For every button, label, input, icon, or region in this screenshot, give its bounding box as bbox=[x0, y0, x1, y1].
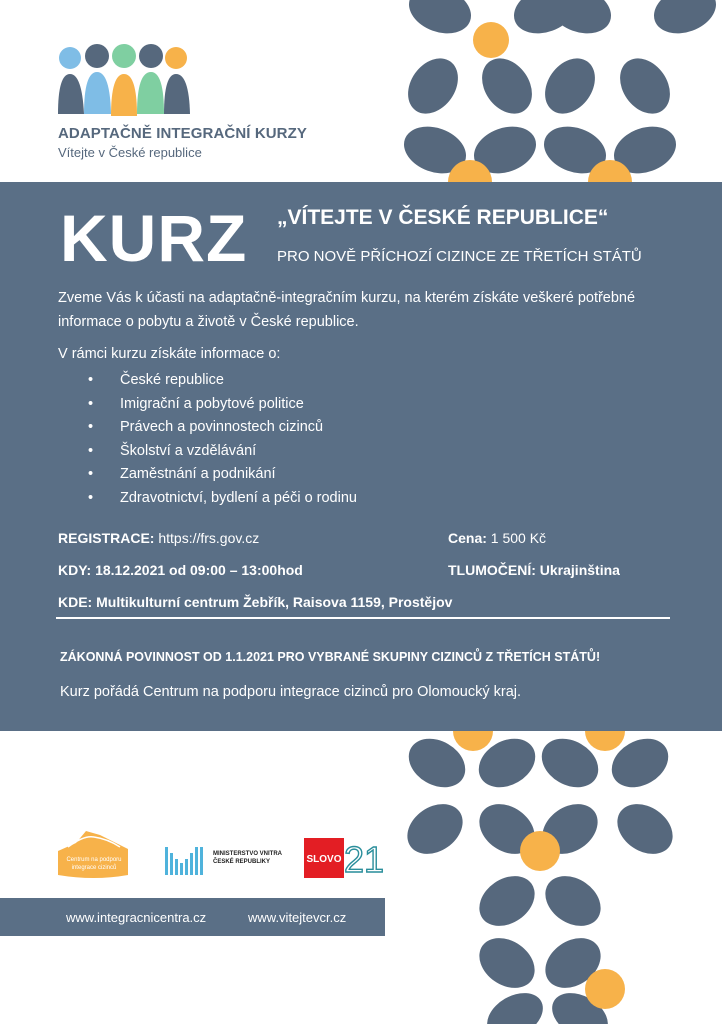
list-item: • Školství a vzdělávání bbox=[88, 441, 357, 465]
registration-label: REGISTRACE: bbox=[58, 530, 155, 546]
list-item: • Imigrační a pobytové politice bbox=[88, 394, 357, 418]
slovo21-logo bbox=[304, 838, 386, 878]
svg-text:SLOVO: SLOVO bbox=[306, 854, 342, 865]
kurz-heading: KURZ bbox=[60, 201, 248, 275]
registration-link[interactable]: https://frs.gov.cz bbox=[158, 530, 260, 546]
website-link-integracnicentra[interactable]: www.integracnicentra.cz bbox=[66, 910, 207, 925]
list-item: • Zdravotnictví, bydlení a péči o rodinu bbox=[88, 488, 357, 512]
topics-intro: V rámci kurzu získáte informace o: bbox=[58, 346, 281, 362]
registration-info bbox=[58, 530, 259, 546]
price-value: 1 500 Kč bbox=[490, 530, 547, 546]
legal-notice: ZÁKONNÁ POVINNOST OD 1.1.2021 PRO VYBRANÉ SKUPINY CIZINCŮ Z TŘETÍCH STÁTŮ! bbox=[60, 650, 601, 664]
topics-list bbox=[88, 370, 357, 512]
price-info bbox=[448, 530, 546, 546]
decorative-flower-pattern-top bbox=[395, 0, 722, 182]
course-title: „VÍTEJTE V ČESKÉ REPUBLICE“ bbox=[277, 206, 609, 229]
interpretation-value: Ukrajinština bbox=[539, 562, 620, 578]
ministry-name: MINISTERSTVO VNITRA ČESKÉ REPUBLIKY bbox=[213, 851, 282, 865]
organizer-text: Kurz pořádá Centrum na podporu integrace cizinců pro Olomoucký kraj. bbox=[60, 684, 522, 700]
price-label: Cena: bbox=[448, 530, 487, 546]
website-link-vitejtevcr[interactable]: www.vitejtevcr.cz bbox=[248, 910, 347, 925]
svg-text:Centrum na podporu: Centrum na podporu bbox=[66, 857, 122, 863]
interpretation-info bbox=[448, 562, 620, 578]
course-subtitle: PRO NOVĚ PŘÍCHOZÍ CIZINCE ZE TŘETÍCH STÁTŮ bbox=[277, 248, 642, 265]
svg-text:21: 21 bbox=[343, 839, 385, 878]
decorative-flower-pattern-bottom bbox=[395, 731, 722, 1024]
brand-subtitle: Vítejte v České republice bbox=[58, 145, 202, 160]
divider bbox=[56, 617, 670, 619]
list-item: • České republice bbox=[88, 370, 357, 394]
date-time-info: KDY: 18.12.2021 od 09:00 – 13:00hod bbox=[58, 562, 303, 578]
list-item: • Právech a povinnostech cizinců bbox=[88, 417, 357, 441]
interpretation-label: TLUMOČENÍ: bbox=[448, 562, 536, 578]
brand-title: ADAPTAČNĚ INTEGRAČNÍ KURZY bbox=[58, 125, 307, 142]
location-info: KDE: Multikulturní centrum Žebřík, Raisova 1159, Prostějov bbox=[58, 594, 453, 610]
integration-center-logo bbox=[54, 825, 132, 880]
svg-text:integrace cizinců: integrace cizinců bbox=[71, 865, 117, 871]
list-item: • Zaměstnání a podnikání bbox=[88, 464, 357, 488]
brand-logo bbox=[56, 44, 196, 120]
intro-paragraph: Zveme Vás k účasti na adaptačně-integračním kurzu, na kterém získáte veškeré potřebné informace o pobytu a životě v České republice. bbox=[58, 290, 636, 330]
